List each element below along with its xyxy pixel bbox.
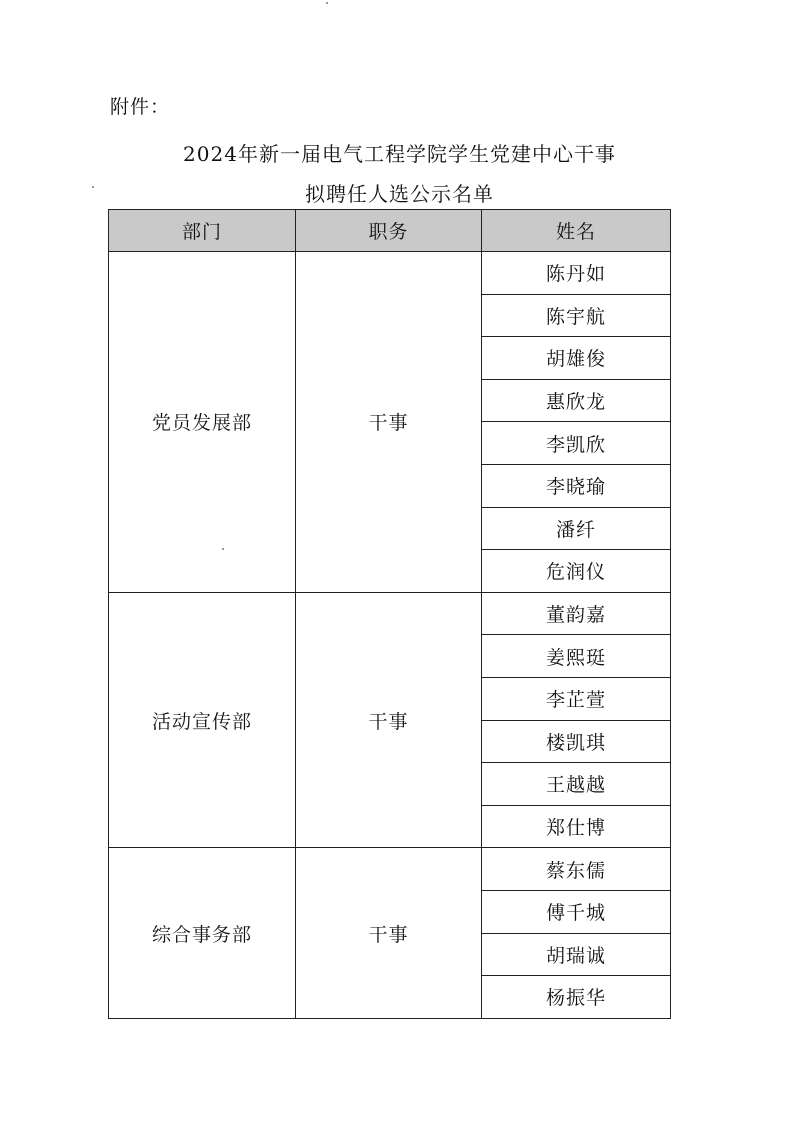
document-title: 2024年新一届电气工程学院学生党建中心干事 <box>183 142 616 166</box>
name-cell: 胡雄俊 <box>482 337 671 380</box>
table-row <box>109 252 671 295</box>
position-cell: 干事 <box>296 848 482 1018</box>
name-cell: 董韵嘉 <box>482 592 671 635</box>
department-cell: 综合事务部 <box>109 848 296 1018</box>
name-cell: 杨振华 <box>482 976 671 1019</box>
table-row <box>109 848 671 891</box>
name-cell: 李凯欣 <box>482 422 671 465</box>
attachment-label: 附件： <box>110 96 171 118</box>
header-department: 部门 <box>109 210 296 252</box>
name-cell: 惠欣龙 <box>482 379 671 422</box>
name-cell: 胡瑞诚 <box>482 933 671 976</box>
table-row <box>109 592 671 635</box>
position-cell: 干事 <box>296 252 482 593</box>
name-cell: 潘纤 <box>482 507 671 550</box>
header-name: 姓名 <box>482 210 671 252</box>
name-cell: 危润仪 <box>482 550 671 593</box>
position-cell: 干事 <box>296 592 482 848</box>
name-cell: 楼凯琪 <box>482 720 671 763</box>
name-cell: 姜熙珽 <box>482 635 671 678</box>
scan-speck <box>222 548 224 550</box>
name-cell: 李晓瑜 <box>482 464 671 507</box>
document-subtitle: 拟聘任人选公示名单 <box>305 182 494 206</box>
name-cell: 陈丹如 <box>482 252 671 295</box>
name-cell: 蔡东儒 <box>482 848 671 891</box>
name-cell: 陈宇航 <box>482 294 671 337</box>
scan-speck <box>92 186 94 188</box>
name-cell: 李芷萱 <box>482 677 671 720</box>
department-cell: 党员发展部 <box>109 252 296 593</box>
header-position: 职务 <box>296 210 482 252</box>
department-cell: 活动宣传部 <box>109 592 296 848</box>
roster-table <box>108 209 671 1019</box>
name-cell: 郑仕博 <box>482 805 671 848</box>
name-cell: 王越越 <box>482 763 671 806</box>
scan-speck <box>326 2 328 4</box>
table-header-row <box>109 210 671 252</box>
name-cell: 傅千城 <box>482 890 671 933</box>
